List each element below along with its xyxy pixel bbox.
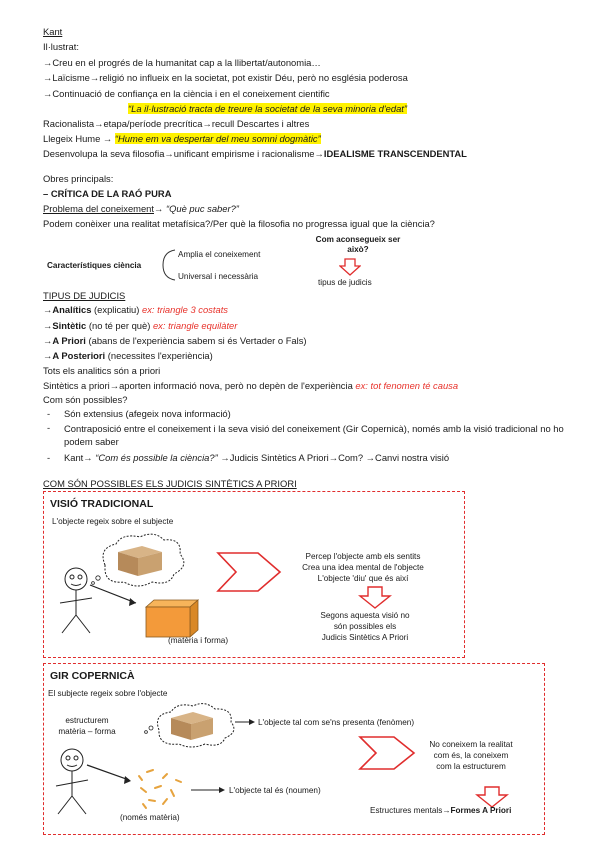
- chevron-right-icon: [218, 553, 280, 591]
- stick-figure-icon: [60, 568, 92, 633]
- no-coneixem-line: No coneixem la realitat: [429, 740, 513, 749]
- bullet-dash: -: [47, 408, 51, 419]
- arrow-icon: →: [43, 304, 53, 315]
- judici-desc: (no té per què): [86, 320, 153, 331]
- percep-line: Percep l'objecte amb els sentits: [305, 552, 421, 561]
- thought-bubble-icon: [92, 582, 95, 585]
- com-son-title: COM SÓN POSSIBLES ELS JUDICIS SINTÈTICS A PRIORI: [43, 478, 297, 489]
- judici-row: [43, 350, 213, 362]
- materia-forma-label: (matèria i forma): [168, 636, 229, 645]
- thought-bubble-icon: [149, 726, 153, 730]
- arrow-icon: →: [43, 320, 53, 331]
- percep-line: L'objecte 'diu' que és així: [317, 574, 409, 583]
- filosofia-line: [43, 148, 467, 160]
- judici-row: [43, 304, 228, 316]
- judici-desc: (abans de l'experiència sabem si és Vertader o Fals): [85, 335, 307, 346]
- com-son-label: Com són possibles?: [43, 394, 128, 405]
- gir-title: GIR COPERNICÀ: [50, 670, 135, 682]
- judici-desc: (necessites l'experiència): [105, 350, 213, 361]
- arrow-line-icon: [87, 765, 129, 780]
- objecte-tal-com-label: L'objecte tal com se'ns presenta (fenòmen): [258, 718, 415, 727]
- problema-question: → “Què puc saber?”: [154, 203, 239, 214]
- arrowhead-icon: [219, 787, 225, 793]
- tots-analitics: Tots els analitics són a priori: [43, 365, 161, 376]
- kant-line: [64, 452, 449, 464]
- hume-line: [43, 133, 321, 145]
- sintetics-prefix: Sintètics a priori→aporten informació nova, però no depèn de l'experiència: [43, 380, 356, 391]
- sintetics-example: ex: tot fenomen té causa: [355, 380, 459, 391]
- no-coneixem-line: com la estructurem: [436, 762, 506, 771]
- kant-prefix: Kant→: [64, 452, 96, 463]
- thought-bubble-icon: [145, 731, 148, 734]
- tipus-title: TIPUS DE JUDICIS: [43, 290, 126, 301]
- estructures-line: [370, 806, 511, 816]
- arrow-icon: →: [43, 350, 53, 361]
- arrowhead-icon: [249, 719, 255, 725]
- highlighted-quote: “La il·lustració tracta de treure la societat de la seva minoria d'edat”: [128, 103, 408, 114]
- objecte-tal-es-label: L'objecte tal és (noumen): [229, 786, 321, 795]
- racionalista-line: Racionalista→etapa/període precrítica→recull Descartes i altres: [43, 118, 310, 129]
- bullet-dash: -: [47, 422, 51, 433]
- down-arrow-icon: [477, 787, 507, 807]
- kant-suffix: →Judicis Sintètics A Priori→Com? →Canvi nostra visió: [217, 452, 450, 463]
- obres-label: Obres principals:: [43, 173, 114, 184]
- segons-line: són possibles els: [333, 622, 397, 631]
- gir-subtitle: El subjecte regeix sobre l'objecte: [48, 689, 168, 698]
- no-coneixem-line: com és, la coneixem: [433, 751, 509, 760]
- bullet-item: Són extensius (afegeix nova informació): [64, 408, 231, 419]
- arrow-line-icon: [90, 585, 136, 603]
- judici-desc: (explicatiu): [91, 304, 142, 315]
- hume-prefix: Llegeix Hume →: [43, 133, 115, 144]
- estructurem-line: matèria – forma: [58, 727, 116, 736]
- arrow-icon: →: [43, 335, 53, 346]
- judici-row: [43, 335, 307, 347]
- percep-line: Crea una idea mental de l'objecte: [302, 563, 424, 572]
- bullet-dash: -: [47, 452, 51, 463]
- bullet-item: Contraposició entre el coneixement i la seva visió del coneixement (Gir Copernicà), només amb la visió tradicional no ho podem saber: [64, 423, 564, 447]
- judici-row: [43, 320, 237, 332]
- estructures-prefix: Estructures mentals→: [370, 806, 451, 815]
- intro-line: →Continuació de confiança en la ciència i en el coneixement cientific: [43, 88, 330, 99]
- thought-bubble-icon: [96, 576, 100, 580]
- judici-name: A Priori: [52, 335, 86, 346]
- stick-figure-icon: [56, 749, 88, 814]
- problema-line: [43, 203, 239, 215]
- chevron-right-icon: [360, 737, 414, 769]
- nomes-materia-label: (només matèria): [120, 813, 180, 822]
- brace-icon: [155, 248, 177, 282]
- idealisme-label: IDEALISME TRANSCENDENTAL: [323, 148, 467, 159]
- il-lustrat-label: Il·lustrat:: [43, 41, 79, 52]
- critica-title: – CRÍTICA DE LA RAÓ PURA: [43, 188, 172, 199]
- com-aconsegueix-label: Com aconsegueix ser això?: [315, 235, 401, 254]
- judici-name: Analítics: [52, 304, 92, 315]
- down-arrow-icon: [339, 258, 361, 276]
- visio-subtitle: L'objecte regeix sobre el subjecte: [52, 517, 174, 526]
- judici-example: ex: triangle equilàter: [152, 320, 238, 331]
- segons-line: Judicis Sintètics A Priori: [321, 633, 409, 642]
- sintetics-line: [43, 380, 458, 392]
- cardboard-box-icon: [118, 546, 162, 576]
- amplia-label: Amplia el coneixement: [178, 250, 261, 259]
- down-arrow-icon: [360, 587, 390, 608]
- podem-line: Podem conèixer una realitat metafísica?/Per què la filosofia no progressa igual que la ciència?: [43, 218, 435, 229]
- caracteristiques-label: Característiques ciència: [47, 261, 142, 270]
- universal-label: Universal i necessària: [178, 272, 259, 281]
- intro-line: →Laïcisme→religió no influeix en la societat, pot existir Déu, però no església poderosa: [43, 72, 408, 83]
- filosofia-prefix: Desenvolupa la seva filosofia→unificant empirisme i racionalisme→: [43, 148, 324, 159]
- tipus-judicis-link: tipus de judicis: [318, 278, 372, 287]
- segons-line: Segons aquesta visió no: [320, 611, 410, 620]
- kant-quote: “Com és possible la ciència?”: [95, 452, 218, 463]
- estructurem-line: estructurem: [65, 716, 109, 725]
- judici-example: ex: triangle 3 costats: [142, 304, 228, 315]
- judici-name: Sintètic: [52, 320, 87, 331]
- formes-a-priori-label: Formes A Priori: [450, 806, 512, 815]
- quote-illustracio: [128, 103, 407, 115]
- page-title: Kant: [43, 26, 63, 37]
- hume-quote: “Hume em va despertar del meu somni dogmàtic”: [114, 133, 321, 144]
- orange-box-icon: [146, 600, 198, 637]
- judici-name: A Posteriori: [52, 350, 106, 361]
- visio-title: VISIÓ TRADICIONAL: [50, 498, 154, 510]
- arrowhead-icon: [124, 776, 131, 784]
- problema-label: Problema del coneixement: [43, 203, 154, 214]
- scattered-matter-icon: [139, 770, 181, 808]
- intro-line: →Creu en el progrés de la humanitat cap a la llibertat/autonomia…: [43, 57, 321, 68]
